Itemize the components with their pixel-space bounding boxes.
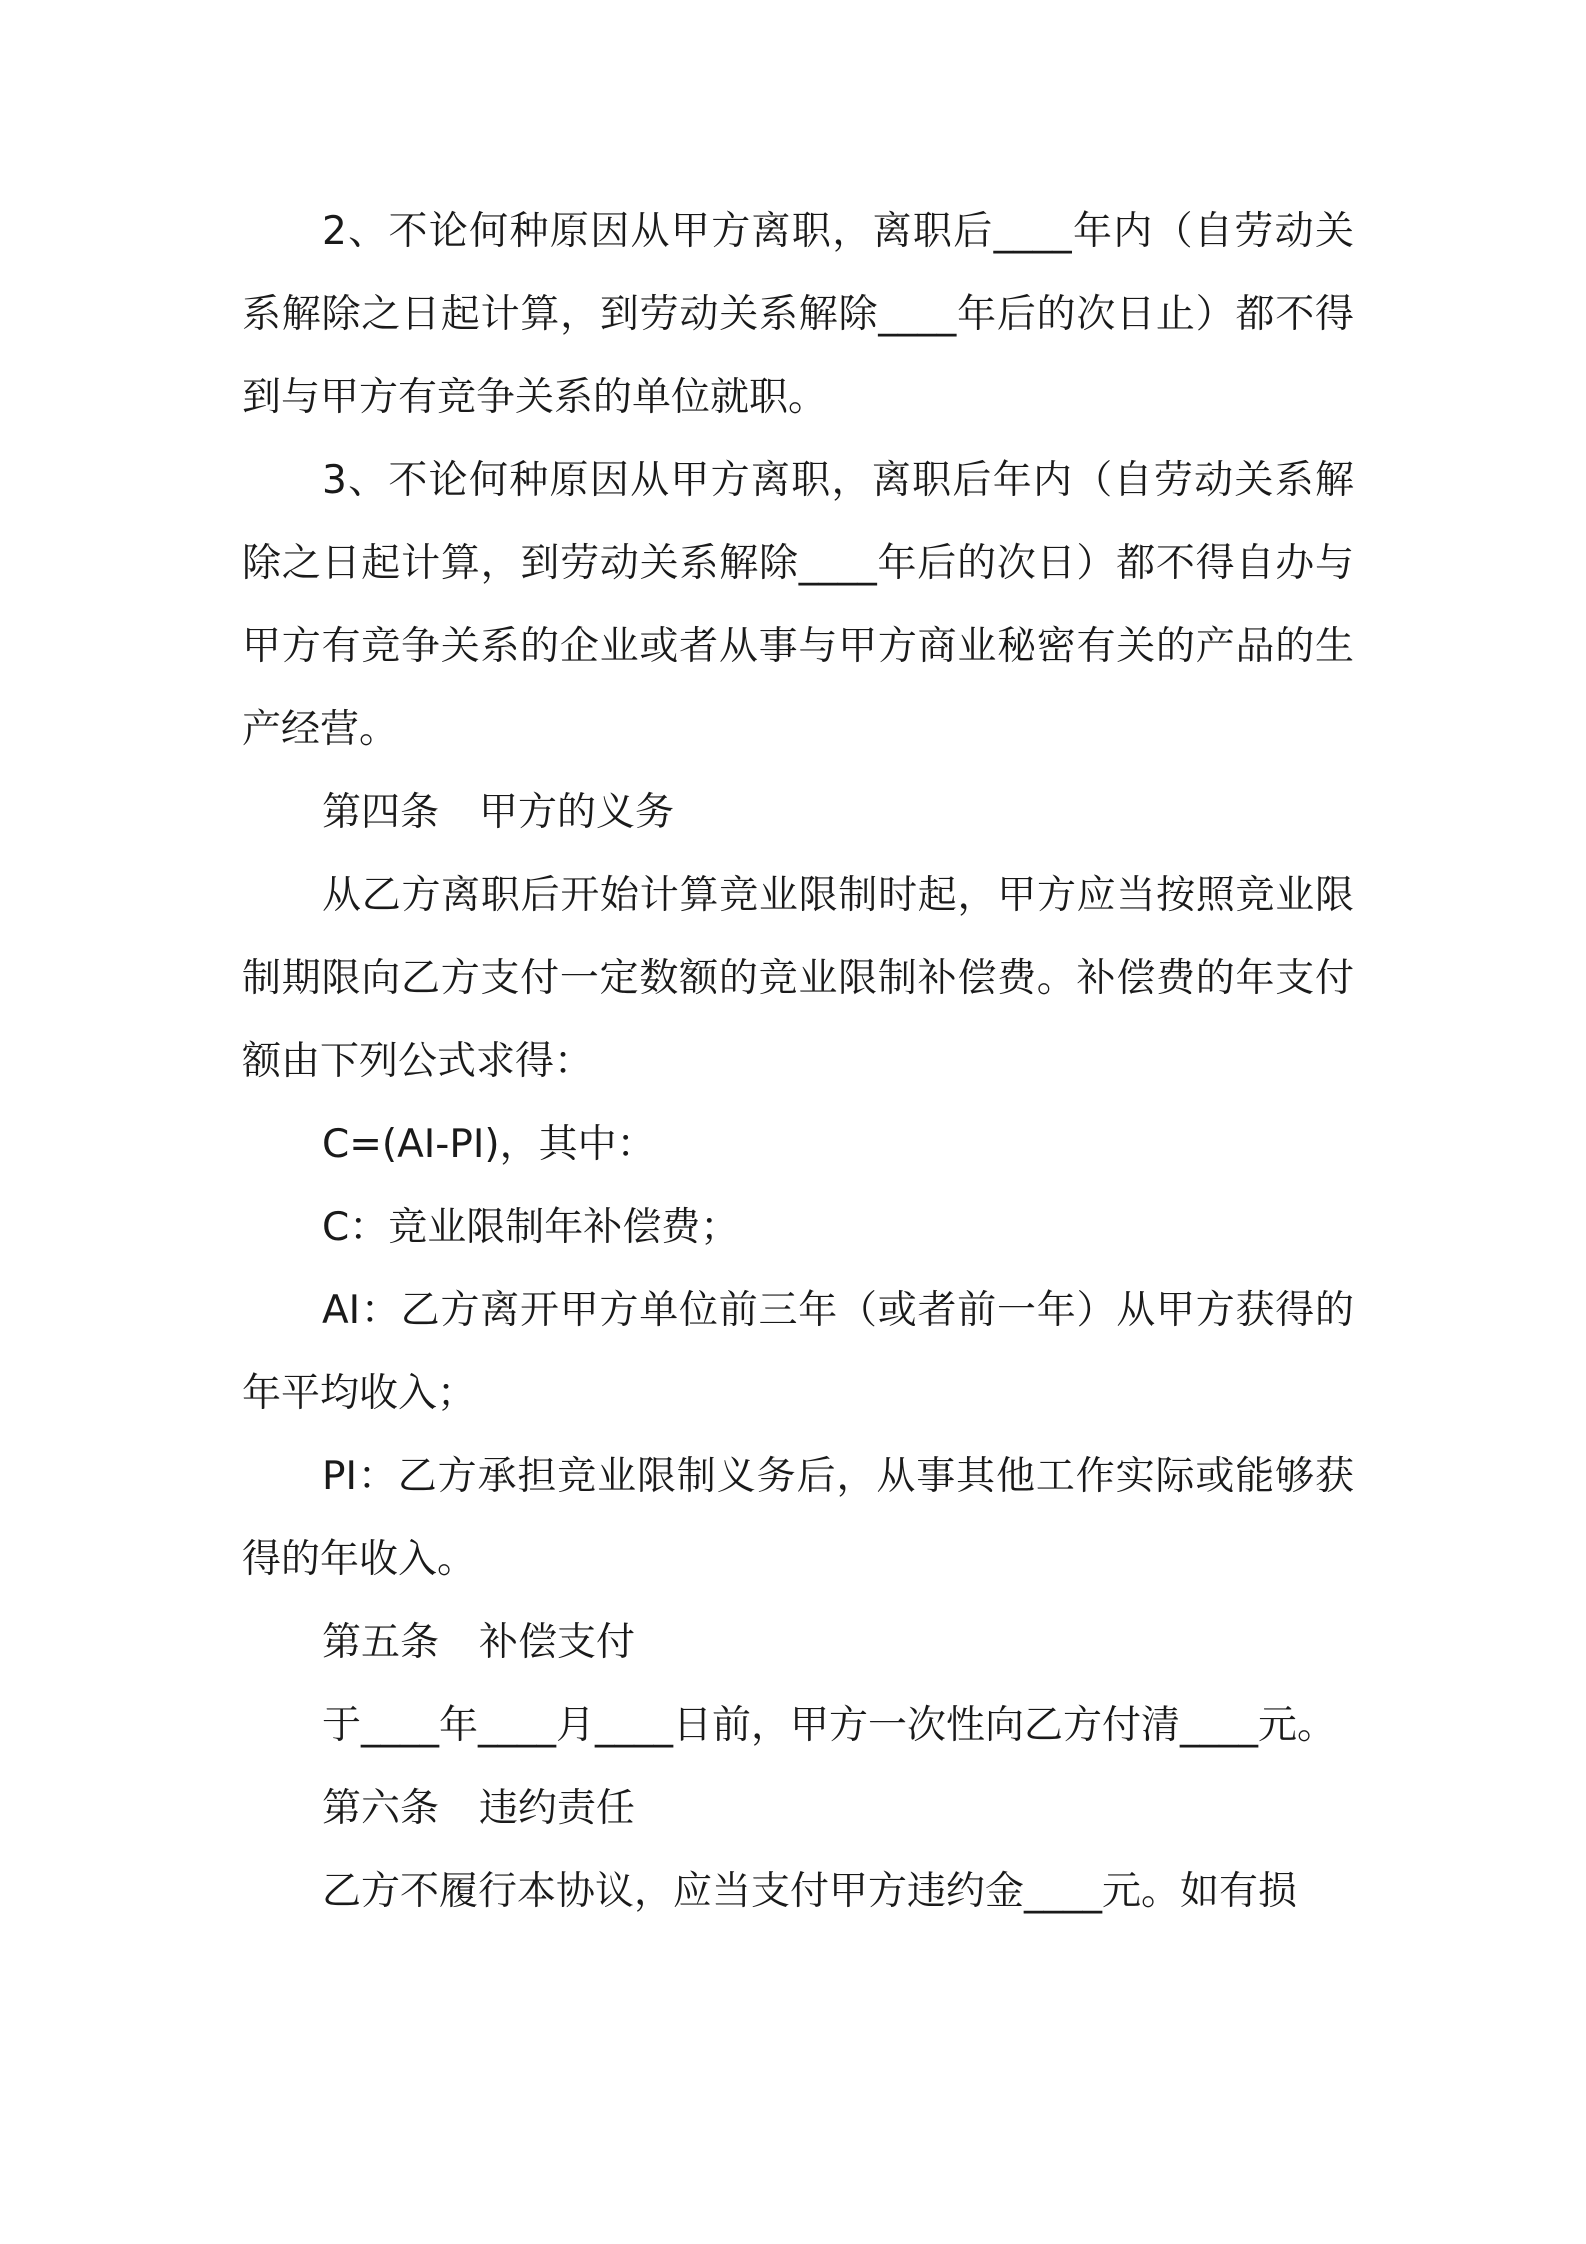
article-6-number: 第六条 bbox=[322, 1786, 440, 1831]
article-5-heading bbox=[242, 1601, 1354, 1684]
article-6-title: 违约责任 bbox=[479, 1786, 636, 1831]
article-5-number: 第五条 bbox=[322, 1620, 440, 1665]
formula-line: C=(AI-PI)，其中： bbox=[322, 1122, 656, 1167]
document-page bbox=[242, 190, 1354, 1933]
paragraph-clause-2: 2、不论何种原因从甲方离职，离职后____年内（自劳动关系解除之日起计算，到劳动关系解除____年后的次日止）都不得到与甲方有竞争关系的单位就职。 bbox=[242, 209, 1354, 420]
article-4-paragraph-1: 从乙方离职后开始计算竞业限制时起，甲方应当按照竞业限制期限向乙方支付一定数额的竞业限制补偿费。补偿费的年支付额由下列公式求得： bbox=[242, 873, 1354, 1084]
article-5-paragraph: 于____年____月____日前，甲方一次性向乙方付清____元。 bbox=[322, 1703, 1337, 1748]
definition-pi: PI：乙方承担竞业限制义务后，从事其他工作实际或能够获得的年收入。 bbox=[242, 1454, 1354, 1582]
article-5-title: 补偿支付 bbox=[479, 1620, 636, 1665]
article-4-heading bbox=[242, 771, 1354, 854]
article-4-number: 第四条 bbox=[322, 790, 440, 835]
article-6-paragraph: 乙方不履行本协议，应当支付甲方违约金____元。如有损 bbox=[322, 1869, 1298, 1914]
article-4-title: 甲方的义务 bbox=[479, 790, 675, 835]
definition-ai: AI：乙方离开甲方单位前三年（或者前一年）从甲方获得的年平均收入； bbox=[242, 1288, 1354, 1416]
paragraph-clause-3: 3、不论何种原因从甲方离职，离职后年内（自劳动关系解除之日起计算，到劳动关系解除____年后的次日）都不得自办与甲方有竞争关系的企业或者从事与甲方商业秘密有关的产品的生产经营。 bbox=[242, 458, 1354, 752]
article-6-heading bbox=[242, 1767, 1354, 1850]
definition-c: C：竞业限制年补偿费； bbox=[322, 1205, 740, 1250]
